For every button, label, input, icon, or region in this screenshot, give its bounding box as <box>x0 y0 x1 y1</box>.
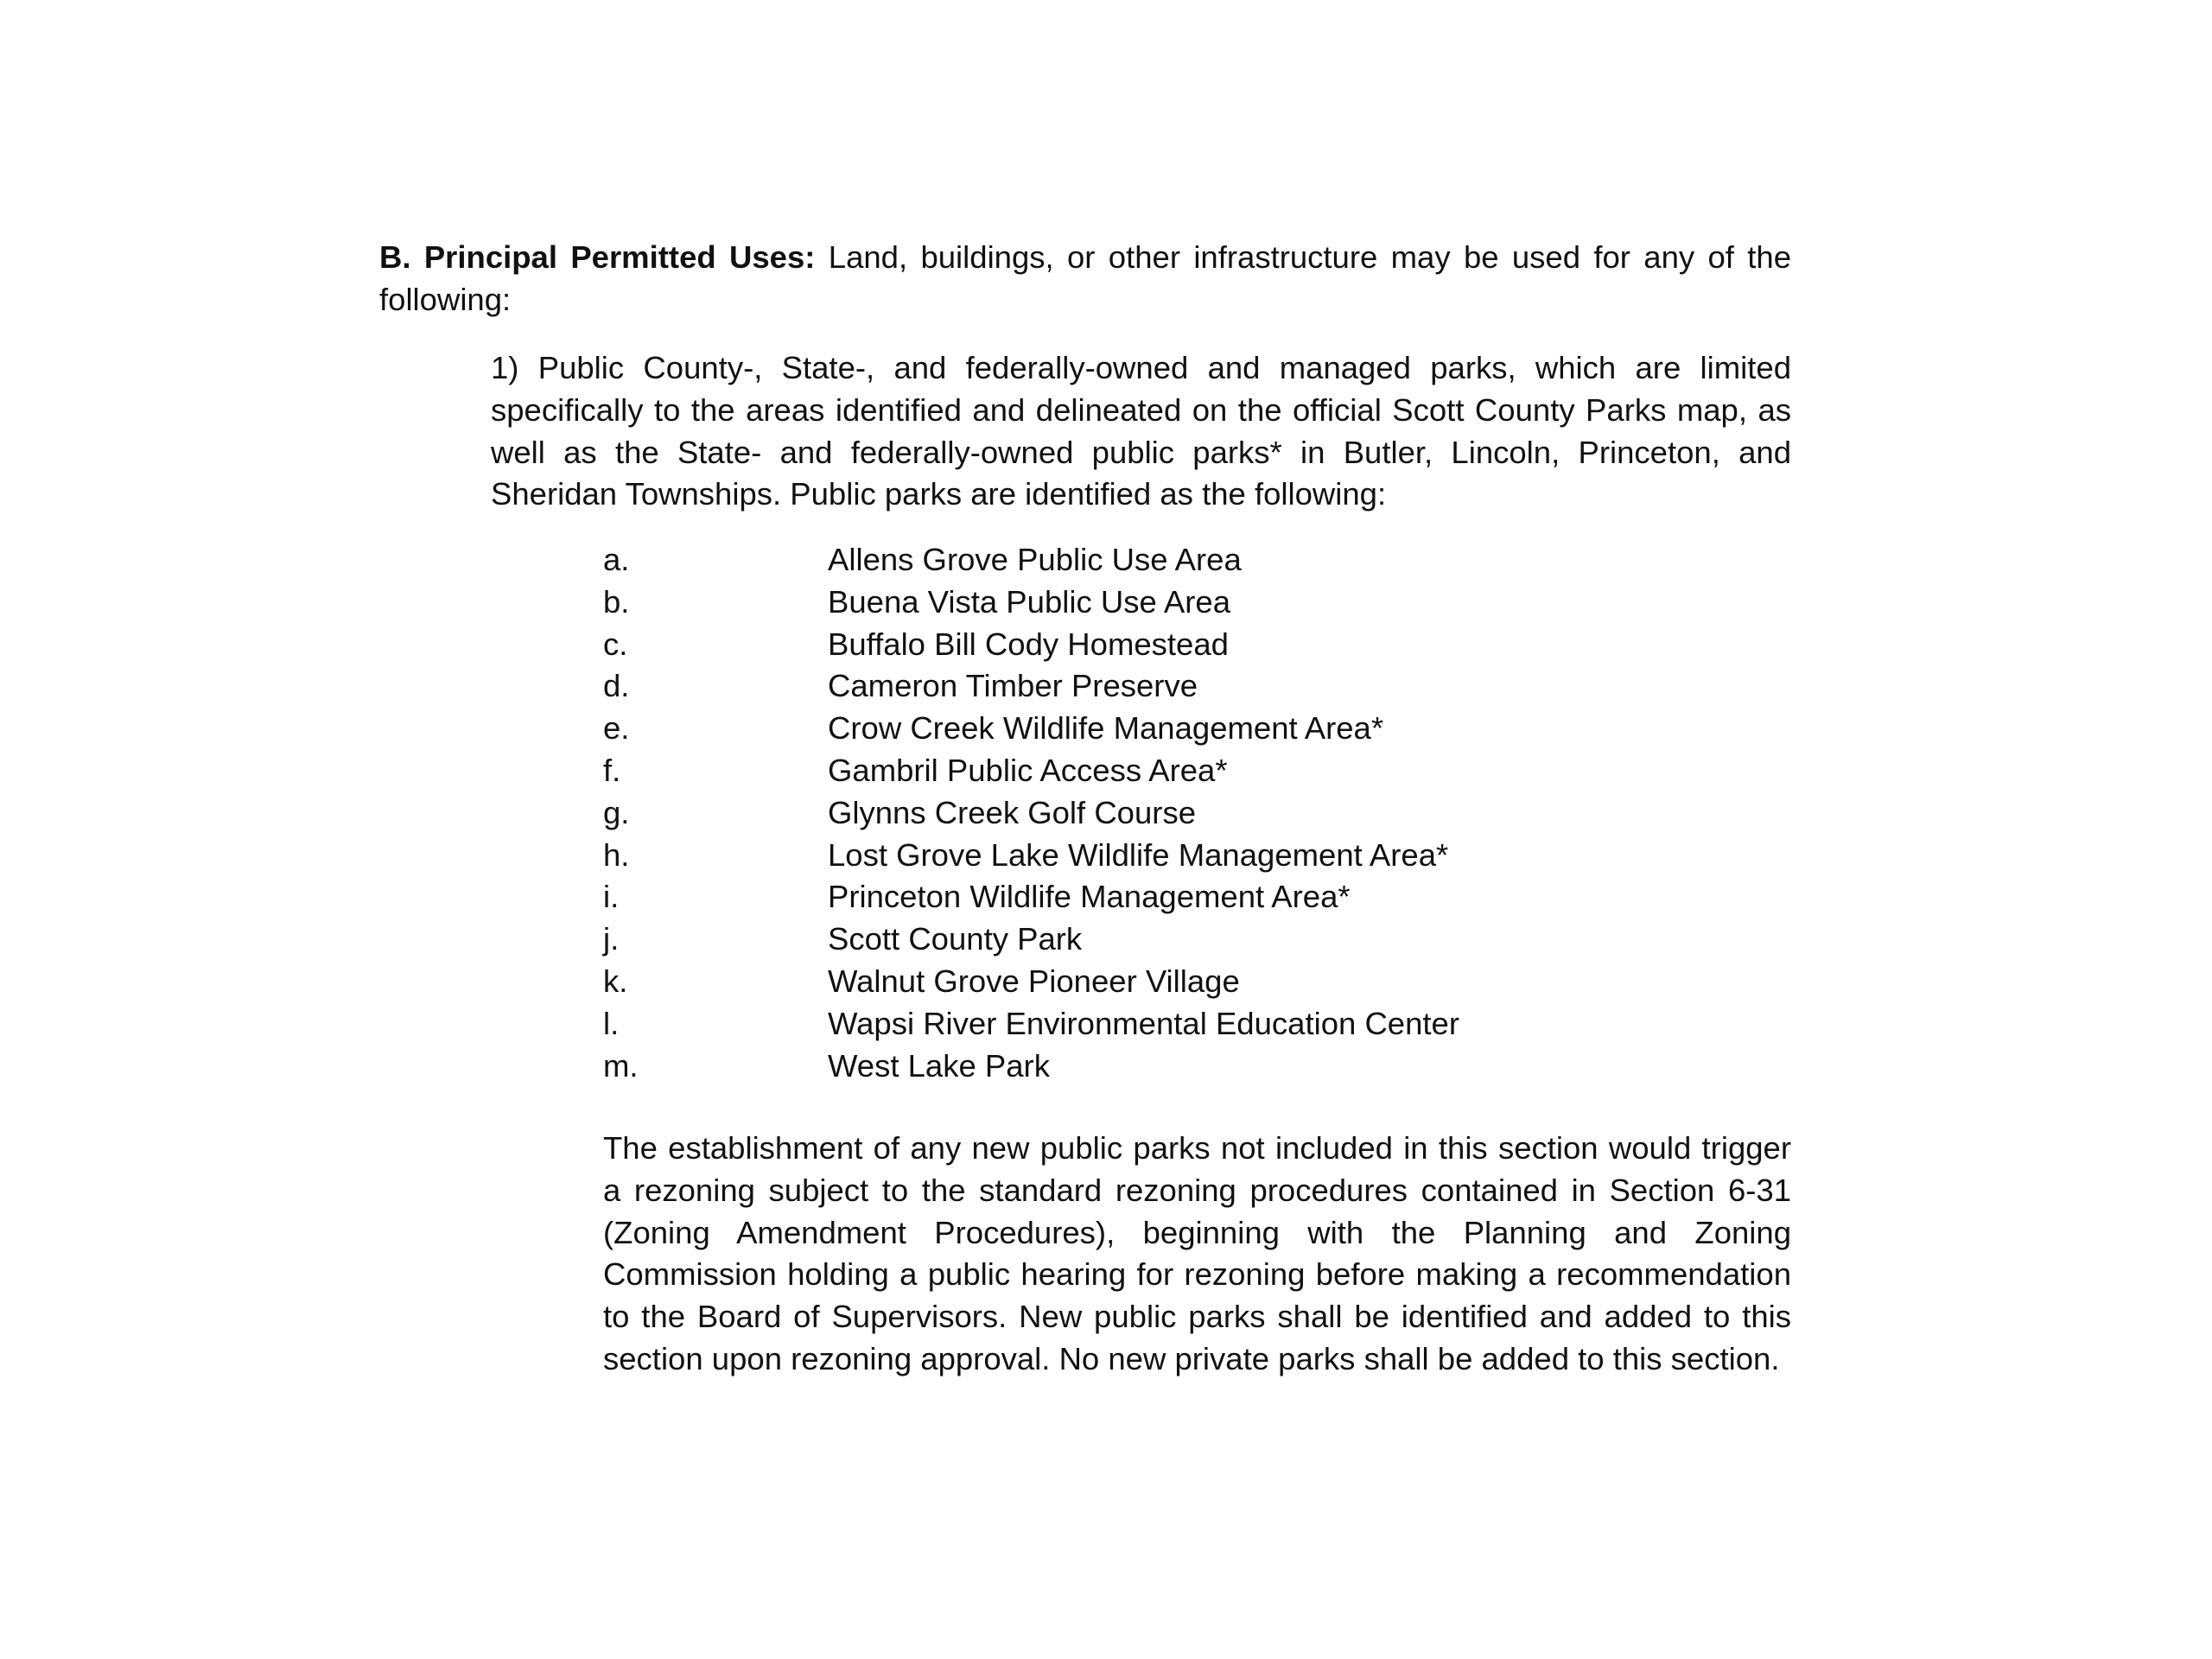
list-item <box>603 582 1791 624</box>
item-1-paragraph: 1) Public County-, State-, and federally-owned and managed parks, which are limited specifically to the areas identified and delineated on the official Scott County Parks map, as well as the State- and federally-owned public parks* in Butler, Lincoln, Princeton, and Sheridan Townships. Public parks are identified as the following: <box>491 350 1791 512</box>
list-item <box>603 961 1791 1003</box>
park-name: Allens Grove Public Use Area <box>828 542 1242 577</box>
park-name: Buffalo Bill Cody Homestead <box>828 626 1229 662</box>
park-name: Princeton Wildlife Management Area* <box>828 879 1351 915</box>
list-item <box>603 876 1791 918</box>
list-letter: j. <box>603 921 620 957</box>
park-name: Walnut Grove Pioneer Village <box>828 963 1240 999</box>
list-item <box>603 539 1791 582</box>
list-letter: f. <box>603 752 621 788</box>
park-name: Cameron Timber Preserve <box>828 668 1198 704</box>
list-item <box>603 1046 1791 1088</box>
list-letter: k. <box>603 963 628 999</box>
list-letter: g. <box>603 794 630 830</box>
list-item <box>603 708 1791 750</box>
list-letter: a. <box>603 542 630 577</box>
list-item <box>603 835 1791 877</box>
list-item <box>603 1003 1791 1046</box>
park-name: Wapsi River Environmental Education Center <box>828 1005 1459 1041</box>
intro-text: Land, buildings, or other infrastructure may be used for any of the following: <box>379 239 1791 317</box>
list-letter: b. <box>603 583 630 620</box>
list-letter: l. <box>603 1005 620 1041</box>
list-item <box>603 624 1791 666</box>
list-letter: h. <box>603 836 630 873</box>
park-name: Buena Vista Public Use Area <box>828 583 1230 620</box>
list-letter: d. <box>603 668 630 704</box>
closing-paragraph: The establishment of any new public parks not included in this section would trigger a rezoning subject to the standard rezoning procedures contained in Section 6-31 (Zoning Amendment Procedures), beginning with the Planning and Zoning Commission holding a public hearing for rezoning before making a recommendation to the Board of Supervisors. New public parks shall be identified and added to this section upon rezoning approval. No new private parks shall be added to this section. <box>603 1130 1791 1376</box>
park-name: Gambril Public Access Area* <box>828 752 1228 788</box>
park-name: Lost Grove Lake Wildlife Management Area* <box>828 836 1449 873</box>
list-letter: c. <box>603 626 628 662</box>
section-heading: B. Principal Permitted Uses: <box>379 239 816 275</box>
park-name: West Lake Park <box>828 1047 1050 1084</box>
section-b-intro <box>379 237 1791 321</box>
parks-list <box>603 539 1791 1087</box>
list-item <box>603 918 1791 961</box>
list-item <box>603 792 1791 835</box>
list-letter: e. <box>603 710 630 747</box>
list-letter: i. <box>603 879 620 915</box>
list-item <box>603 750 1791 792</box>
park-name: Crow Creek Wildlife Management Area* <box>828 710 1384 747</box>
list-item <box>603 665 1791 708</box>
park-name: Scott County Park <box>828 921 1083 957</box>
list-letter: m. <box>603 1047 639 1084</box>
park-name: Glynns Creek Golf Course <box>828 794 1196 830</box>
